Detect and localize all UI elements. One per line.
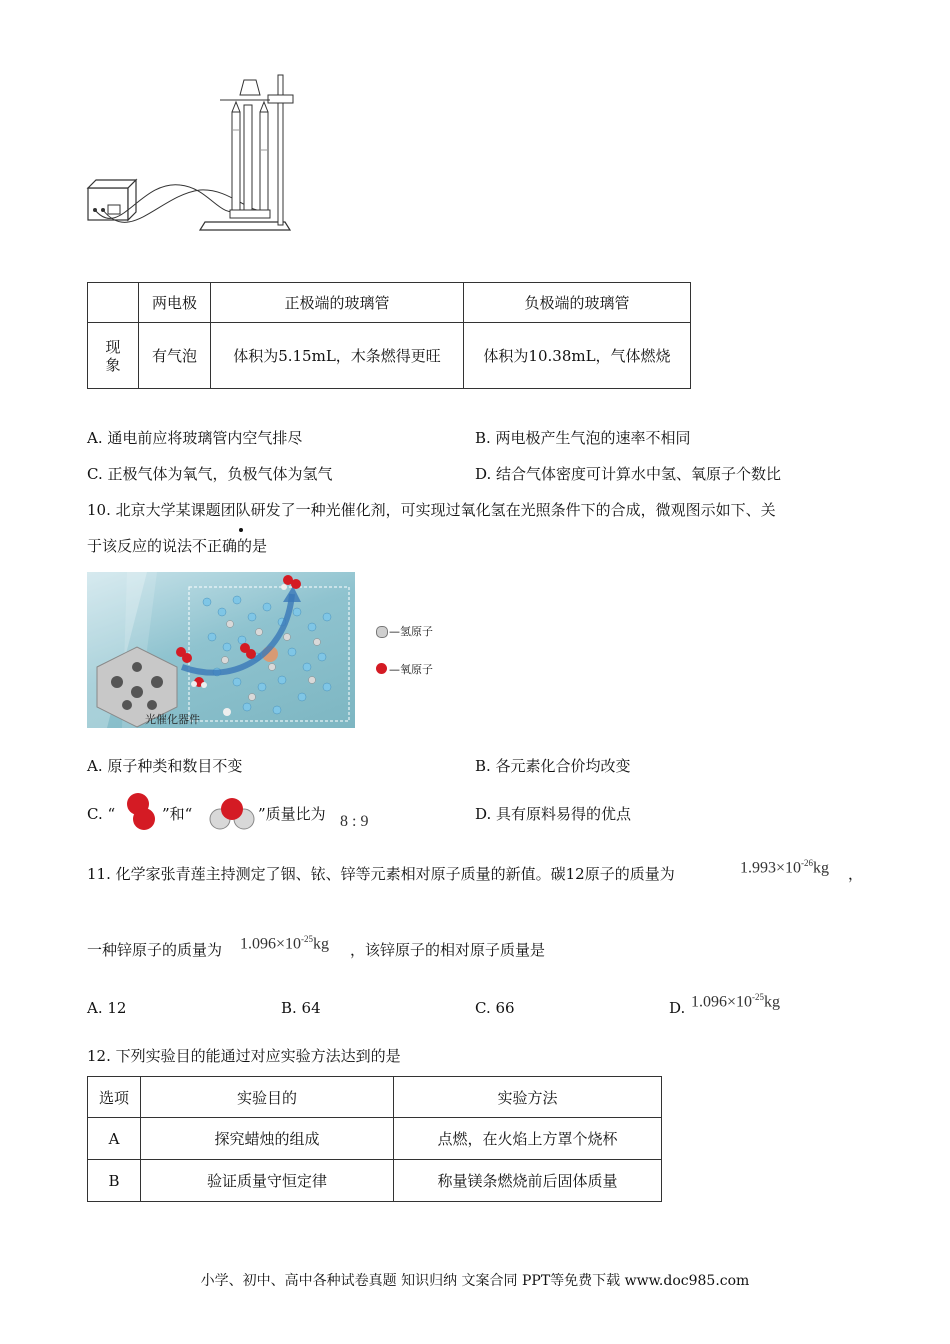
electrolysis-observation-table [87,282,691,389]
q12-row-b-purpose: 验证质量守恒定律 [141,1160,394,1202]
q11-zn-mass-unit: kg [313,935,330,953]
legend-oxygen-label: —氧原子 [389,663,433,676]
table1-row-label-text: 现象 [105,337,121,374]
q12-stem: 12. 下列实验目的能通过对应实验方法达到的是 [87,1047,401,1065]
q10-option-c-ratio: 8 : 9 [340,813,369,830]
emphasis-dot [239,528,243,532]
q10-stem-line1: 10. 北京大学某课题团队研发了一种光催化剂，可实现过氧化氢在光照条件下的合成，微观图示如下、关 [87,501,776,519]
q9-option-c: C. 正极气体为氧气，负极气体为氢气 [87,465,333,483]
oxygen-molecule-icon [118,790,162,832]
q10-option-c-mid: ”和“ [162,805,193,823]
q11-c12-mass-unit: kg [813,859,830,877]
q11-zn-mass-mantissa: 1.096×10 [240,935,302,953]
q12-header-option: 选项 [88,1077,141,1118]
q11-option-d-label: D. [669,999,686,1017]
q11-stem-part3: ，该锌原子的相对原子质量是 [350,941,546,959]
q11-option-b: B. 64 [281,999,321,1017]
q12-header-purpose: 实验目的 [141,1077,394,1118]
q10-stem-line2: 于该反应的说法不正确的是 [87,537,268,555]
table1-corner-cell [88,283,139,323]
q12-row-b-method: 称量镁条燃烧前后固体质量 [394,1160,662,1202]
q11-stem-part2: 一种锌原子的质量为 [87,941,223,959]
photocatalyst-molecular-graphic [87,572,355,728]
q11-option-d-unit: kg [764,993,781,1011]
table1-cell-positive-tube: 体积为5.15mL，木条燃得更旺 [211,323,464,389]
q10-option-c-prefix: C. “ [87,805,116,823]
experiment-table [87,1076,662,1202]
q11-option-d-value [691,987,780,1012]
water-molecule-icon [208,795,260,833]
q10-option-d: D. 具有原料易得的优点 [475,805,632,823]
q9-option-b: B. 两电极产生气泡的速率不相同 [475,429,691,447]
figure-caption: 光催化器件 [145,713,200,726]
page-footer: 小学、初中、高中各种试卷真题 知识归纳 文案合同 PPT等免费下载 www.doc985.com [200,1273,750,1289]
table1-header-positive-tube: 正极端的玻璃管 [211,283,464,323]
q9-option-a: A. 通电前应将玻璃管内空气排尽 [87,429,303,447]
q11-c12-mass-exp: -26 [801,858,814,868]
q10-option-b: B. 各元素化合价均改变 [475,757,631,775]
table1-header-electrodes: 两电极 [139,283,211,323]
q11-zn-mass [240,929,329,954]
q11-stem-comma: ， [848,865,864,883]
q11-option-a: A. 12 [87,999,127,1017]
q12-header-method: 实验方法 [394,1077,662,1118]
oxygen-atom-icon [376,663,387,674]
q11-option-d-exp: -25 [752,992,765,1002]
q11-option-c: C. 66 [475,999,515,1017]
q10-option-c-suffix: ”质量比为 [258,805,326,823]
table1-header-negative-tube: 负极端的玻璃管 [464,283,691,323]
hydrogen-atom-icon [376,626,388,638]
q11-zn-mass-exp: -25 [301,934,314,944]
table1-row-label [88,323,139,389]
q11-option-d-mantissa: 1.096×10 [691,993,753,1011]
table-row [88,1118,662,1160]
q9-option-d: D. 结合气体密度可计算水中氢、氧原子个数比 [475,465,782,483]
q11-c12-mass [740,853,829,878]
table1-cell-negative-tube: 体积为10.38mL，气体燃烧 [464,323,691,389]
q12-row-a-method: 点燃，在火焰上方罩个烧杯 [394,1118,662,1160]
q11-stem-part1: 11. 化学家张青莲主持测定了铟、铱、锌等元素相对原子质量的新值。碳12原子的质量为 [87,865,675,883]
q12-row-b-option: B [88,1160,141,1202]
q12-row-a-option: A [88,1118,141,1160]
q11-c12-mass-mantissa: 1.993×10 [740,859,802,877]
table-row [88,1160,662,1202]
q12-row-a-purpose: 探究蜡烛的组成 [141,1118,394,1160]
legend-hydrogen-label: —氢原子 [389,625,433,638]
photocatalyst-figure [87,572,355,728]
table1-cell-electrodes: 有气泡 [139,323,211,389]
q10-option-a: A. 原子种类和数目不变 [87,757,243,775]
electrolysis-apparatus-illustration [80,70,310,240]
